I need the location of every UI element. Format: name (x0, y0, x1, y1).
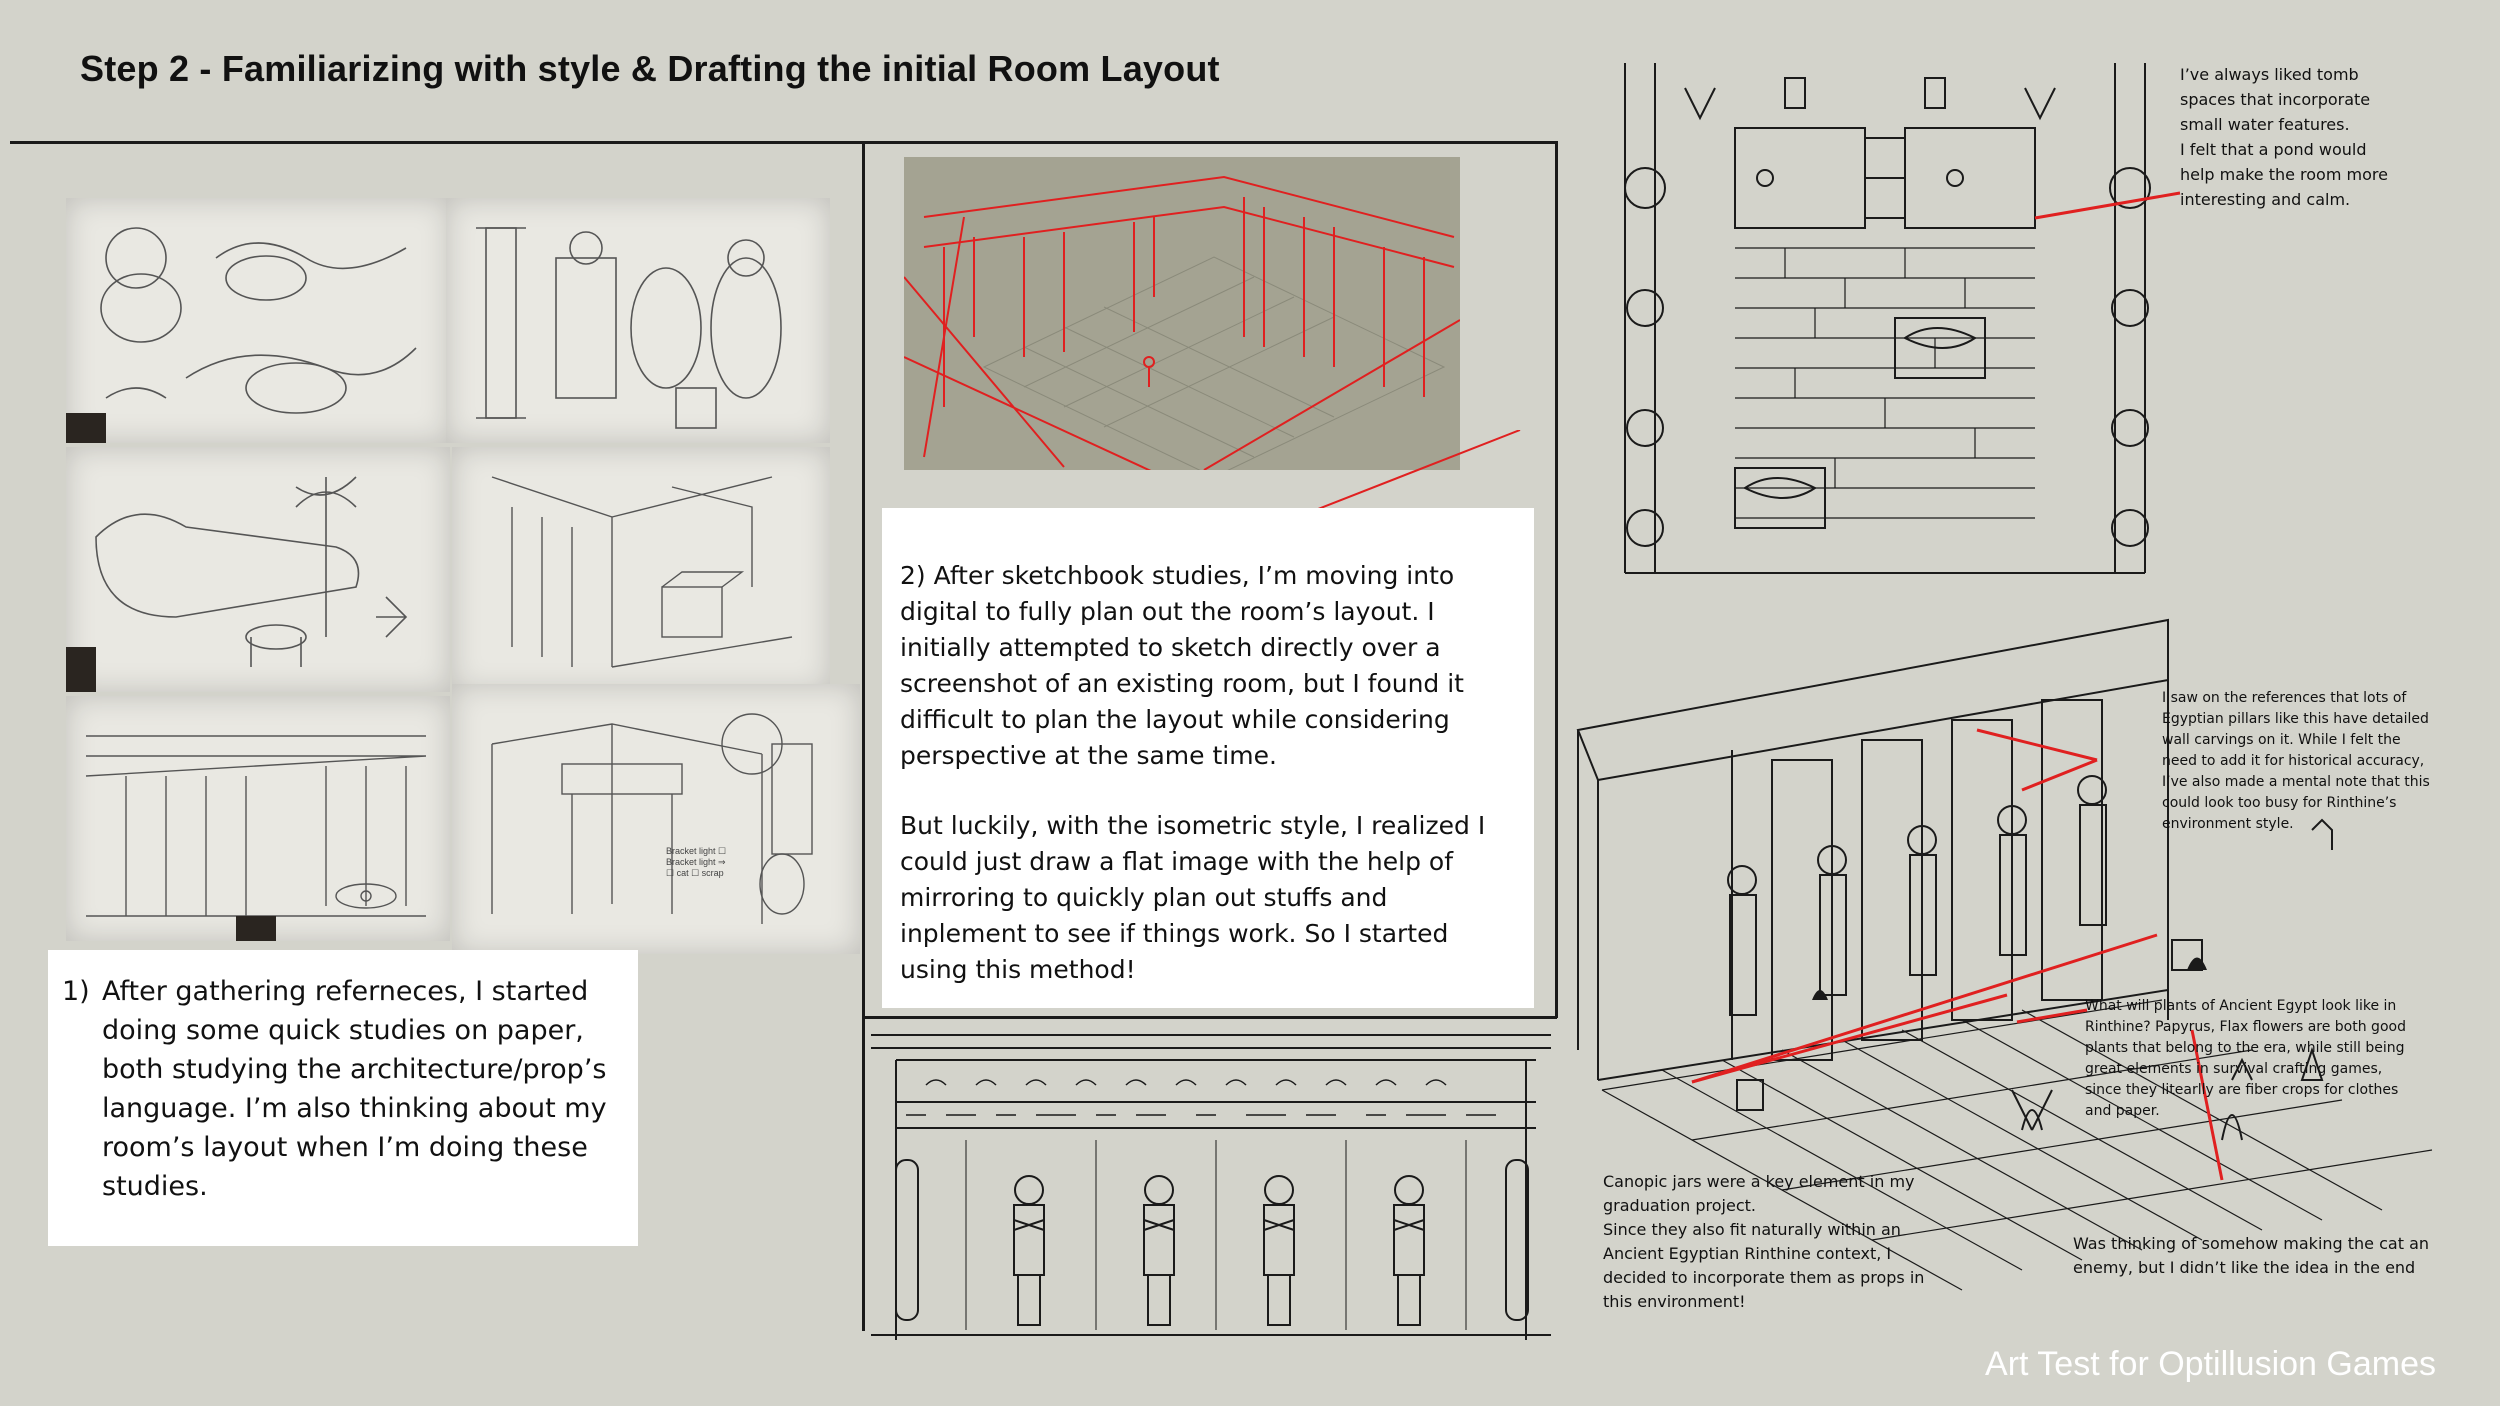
paper-studies-note (48, 950, 638, 1246)
plants-note (2085, 996, 2420, 1122)
paper-studies-text: After gathering referneces, I started doing some quick studies on paper, both studying the architecture/prop’s language. I’m also thinking about my room’s layout when I’m doing these studies. (102, 976, 607, 1202)
cat-enemy-text: Was thinking of somehow making the cat an enemy, but I didn’t like the idea in the end (2073, 1234, 2430, 1277)
page-title: Step 2 - Familiarizing with style & Drafting the initial Room Layout (80, 48, 1220, 89)
flat-wall-sketch (866, 1030, 1556, 1340)
sketch-photo-sarcophagus (66, 447, 450, 692)
divider-vertical-right (1555, 141, 1558, 1018)
sketch-caption: Bracket light ☐ Bracket light ⇒ ☐ cat ☐ scrap (666, 846, 727, 878)
digital-layout-paragraph-1: 2) After sketchbook studies, I’m moving into digital to fully plan out the room’s layout. I initially attempted to sketch directly over a screenshot of an existing room, but I found it difficult to plan the layout while considering perspective at the same time. (900, 561, 1464, 770)
cat-enemy-note (2073, 1232, 2443, 1280)
paper-studies-number: 1) (62, 976, 90, 1007)
canopic-jars-text: Canopic jars were a key element in my graduation project. Since they also fit naturally within an Ancient Egyptian Rinthine context, I decided to incorporate them as props in this environment! (1603, 1172, 1925, 1311)
footer-credit: Art Test for Optillusion Games (1985, 1345, 2436, 1383)
top-down-floor-plan (1585, 58, 2185, 578)
sketch-photo-statues (446, 198, 830, 443)
divider-middle-horizontal (862, 1016, 1557, 1019)
canopic-jars-note (1603, 1170, 1933, 1314)
divider-top-middle (862, 141, 1557, 144)
pillar-carvings-note (2162, 688, 2432, 835)
screenshot-overdraw (904, 157, 1460, 470)
divider-top-left (10, 141, 865, 144)
sketch-photo-scarabs (66, 198, 450, 443)
divider-vertical-left (862, 141, 865, 1331)
sketch-photo-colonnade (66, 696, 450, 941)
water-feature-text: I’ve always liked tomb spaces that incorporate small water features. I felt that a pond would help make the room more interesting and calm. (2180, 65, 2388, 209)
digital-layout-paragraph-2: But luckily, with the isometric style, I realized I could just draw a flat image with the help of mirroring to quickly plan out stuffs and inplement to see if things work. So I started using this method! (900, 811, 1486, 984)
plants-text: What will plants of Ancient Egypt look like in Rinthine? Papyrus, Flax flowers are both good plants that belong to the era, while still being great elements in survival crafting games, since they litearlly are fiber crops for clothes and paper. (2085, 998, 2406, 1119)
sketch-photo-gateway (452, 684, 860, 954)
pillar-carvings-text: I saw on the references that lots of Egyptian pillars like this have detailed wall carvings on it. While I felt the need to add it for historical accuracy, I’ve also made a mental note that this could look too busy for Rinthine’s environment style. (2162, 690, 2430, 832)
water-feature-note (2180, 62, 2400, 212)
sketch-photo-interior (452, 447, 830, 692)
digital-layout-note (882, 508, 1534, 1008)
